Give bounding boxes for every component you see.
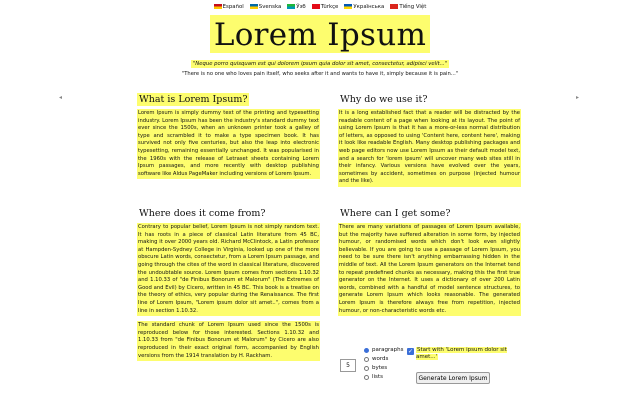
section-where-get — [338, 207, 521, 316]
page-title-wrap — [0, 15, 640, 53]
section-heading-why: Why do we use it? — [340, 94, 428, 105]
section-body-why: It is a long established fact that a reader will be distracted by the readable content of a page when looking at its layout. The point of using Lorem Ipsum is that it has a more-or-less normal distribution of letters, as opposed to using 'Content here, content here', making it look like readable English. Many desktop publishing packages and web page editors now use Lorem Ipsum as their default model text, and a search for 'lorem ipsum' will uncover many web sites still in their infancy. Various versions have evolved over the years, sometimes by accident, sometimes on purpose (injected humour and the like). — [338, 109, 521, 187]
language-link[interactable] — [344, 3, 384, 11]
section-where-from — [137, 207, 320, 361]
radio-option-lists[interactable] — [364, 373, 403, 382]
section-body-where-from: Contrary to popular belief, Lorem Ipsum is not simply random text. It has roots in a piece of classical Latin literature from 45 BC, making it over 2000 years old. Richard McClintock, a Latin professor at Hampden-Sydney College in Virginia, looked up one of the more obscure Latin words, consectetur, from a Lorem Ipsum passage, and going through the cites of the word in classical literature, discovered the undoubtable source. Lorem Ipsum comes from sections 1.10.32 and 1.10.33 of "de Finibus Bonorum et Malorum" (The Extremes of Good and Evil) by Cicero, written in 45 BC. This book is a treatise on the theory of ethics, very popular during the Renaissance. The first line of Lorem Ipsum, "Lorem ipsum dolor sit amet..", comes from a line in section 1.10.32. — [137, 223, 320, 316]
flag-icon — [250, 4, 258, 9]
start-with-label — [416, 347, 512, 361]
section-body-what: Lorem Ipsum is simply dummy text of the printing and typesetting industry. Lorem Ipsum has been the industry's standard dummy text ever since the 1500s, when an unknown printer took a galley of type and scrambled it to make a type specimen book. It has survived not only five centuries, but also the leap into electronic typesetting, remaining essentially unchanged. It was popularised in the 1960s with the release of Letraset sheets containing Lorem Ipsum passages, and more recently with desktop publishing software like Aldus PageMaker including versions of Lorem Ipsum. — [137, 109, 320, 179]
latin-quote-text: "Neque porro quisquam est qui dolorem ipsum quia dolor sit amet, consectetur, adipisci velit..." — [192, 61, 448, 67]
language-label: Svenska — [258, 4, 282, 10]
radio-option-words[interactable] — [364, 355, 403, 364]
language-link[interactable] — [390, 3, 426, 11]
language-label: Українська — [353, 4, 385, 10]
radio-option-bytes[interactable] — [364, 364, 403, 373]
section-heading-where-from: Where does it come from? — [139, 208, 266, 219]
section-heading-what: What is Lorem Ipsum? — [139, 94, 248, 105]
language-label: Ўзб — [296, 4, 306, 10]
language-bar — [0, 3, 640, 11]
latin-quote — [0, 61, 640, 67]
radio-label: paragraphs — [372, 347, 404, 353]
quote-translation: "There is no one who loves pain itself, who seeks after it and wants to have it, simply because it is pain..." — [181, 71, 459, 77]
generate-button[interactable]: Generate Lorem Ipsum — [416, 372, 490, 384]
unit-radio-group — [364, 346, 403, 382]
left-arrow-icon[interactable]: ◂ — [59, 94, 63, 101]
flag-icon — [344, 4, 352, 9]
language-link[interactable] — [250, 3, 281, 11]
section-what — [137, 93, 320, 179]
flag-icon — [287, 4, 295, 9]
section-body-where-get: There are many variations of passages of Lorem Ipsum available, but the majority have suffered alteration in some form, by injected humour, or randomised words which don't look even slightly believable. If you are going to use a passage of Lorem Ipsum, you need to be sure there isn't anything embarrassing hidden in the middle of text. All the Lorem Ipsum generators on the Internet tend to repeat predefined chunks as necessary, making this the first true generator on the Internet. It uses a dictionary of over 200 Latin words, combined with a handful of model sentence structures, to generate Lorem Ipsum which looks reasonable. The generated Lorem Ipsum is therefore always free from repetition, injected humour, or non-characteristic words etc. — [338, 223, 521, 316]
language-label: Español — [222, 4, 244, 10]
generator-form — [340, 345, 520, 395]
radio-button-icon[interactable] — [364, 366, 369, 371]
page-title: Lorem Ipsum — [210, 15, 430, 53]
section-why — [338, 93, 521, 187]
radio-label: lists — [372, 374, 383, 380]
flag-icon — [390, 4, 398, 9]
language-link[interactable] — [312, 3, 339, 11]
radio-option-paragraphs[interactable] — [364, 346, 403, 355]
section-heading-where-get: Where can I get some? — [340, 208, 451, 219]
amount-input[interactable]: 5 — [340, 359, 356, 372]
start-with-label-text: Start with 'Lorem ipsum dolor sit amet...' — [416, 347, 507, 360]
language-label: Tiếng Việt — [399, 4, 427, 10]
section-body-where-from-2: The standard chunk of Lorem Ipsum used since the 1500s is reproduced below for those interested. Sections 1.10.32 and 1.10.33 from "de Finibus Bonorum et Malorum" by Cicero are also reproduced in their exact original form, accompanied by English versions from the 1914 translation by H. Rackham. — [137, 321, 320, 361]
language-link[interactable] — [214, 3, 244, 11]
radio-button-icon[interactable] — [364, 357, 369, 362]
radio-label: words — [372, 356, 389, 362]
language-link[interactable] — [287, 3, 305, 11]
radio-button-icon[interactable] — [364, 375, 369, 380]
flag-icon — [214, 4, 222, 9]
flag-icon — [312, 4, 320, 9]
language-label: Türkçe — [320, 4, 339, 10]
right-arrow-icon[interactable]: ▸ — [576, 94, 580, 101]
start-with-checkbox[interactable]: ✓ — [407, 348, 414, 355]
radio-label: bytes — [372, 365, 388, 371]
radio-button-icon[interactable] — [364, 348, 369, 353]
